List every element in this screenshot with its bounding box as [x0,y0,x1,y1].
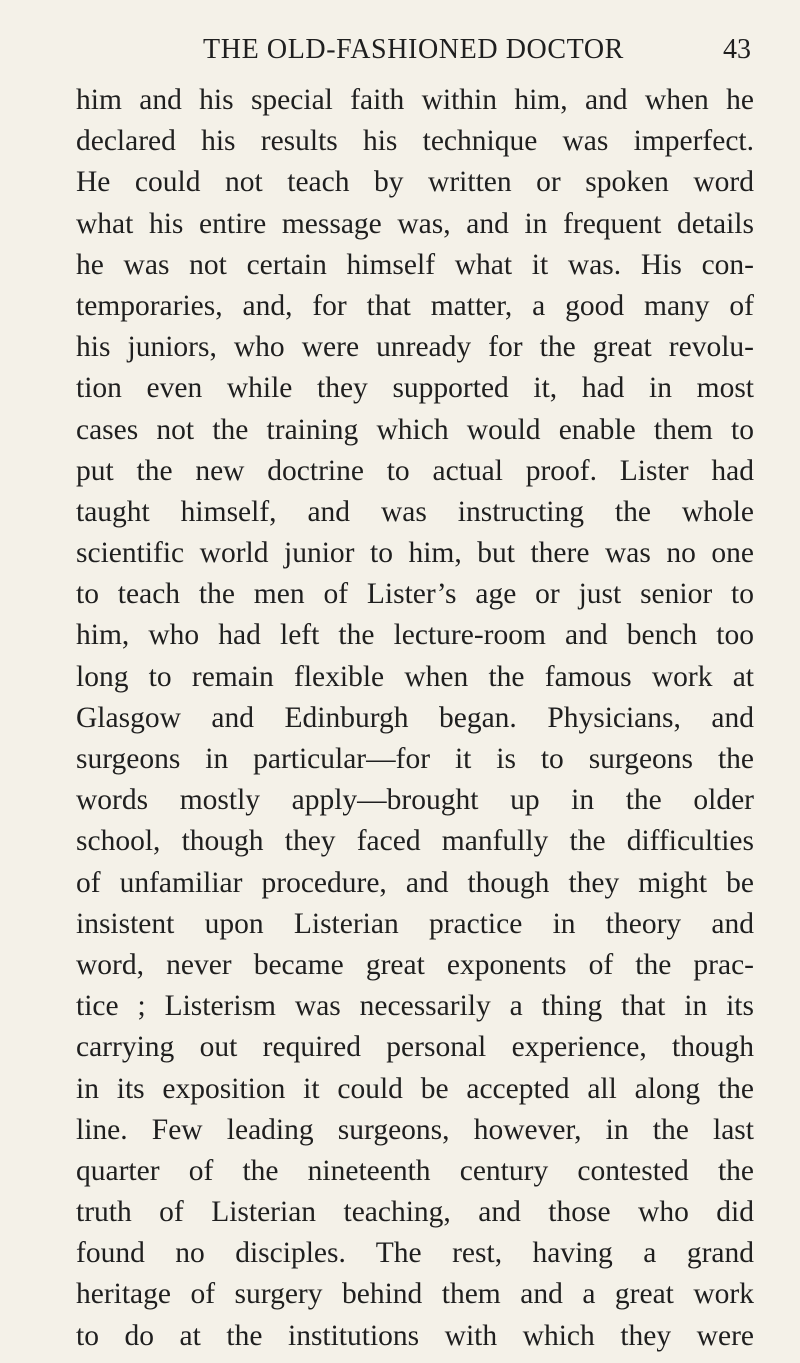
text-line: carrying out required personal experience, though [76,1031,754,1064]
text-line: quarter of the nineteenth century contested the [76,1154,754,1187]
running-title: THE OLD-FASHIONED DOCTOR [203,34,624,65]
page-number: 43 [723,34,751,65]
running-header [76,30,751,70]
text-line: truth of Listerian teaching, and those who did [76,1196,754,1229]
text-line: he was not certain himself what it was. His con- [76,248,754,281]
text-line: Glasgow and Edinburgh began. Physicians, and [76,701,754,734]
text-line: surgeons in particular—for it is to surgeons the [76,743,754,775]
text-line: line. Few leading surgeons, however, in the last [76,1113,754,1146]
text-line: temporaries, and, for that matter, a good many of [76,289,754,322]
text-line: taught himself, and was instructing the whole [76,495,754,528]
text-line: school, though they faced manfully the difficulties [76,825,754,858]
text-line: to do at the institutions with which they were [76,1319,754,1352]
text-line: He could not teach by written or spoken word [76,166,754,199]
text-line: heritage of surgery behind them and a great work [76,1278,754,1311]
text-line: his juniors, who were unready for the great revolu- [76,331,754,364]
text-line: found no disciples. The rest, having a grand [76,1237,754,1270]
text-line: put the new doctrine to actual proof. Lister had [76,454,754,487]
text-line: cases not the training which would enable them to [76,413,754,446]
text-line: scientific world junior to him, but there was no one [76,537,754,570]
text-line: word, never became great exponents of the prac- [76,948,754,981]
text-line: him, who had left the lecture-room and bench too [76,619,754,652]
body-text [76,80,754,1357]
text-line: insistent upon Listerian practice in theory and [76,907,754,940]
text-line: to teach the men of Lister’s age or just senior to [76,578,754,611]
text-line: what his entire message was, and in frequent details [76,207,754,240]
text-line: tion even while they supported it, had in most [76,372,754,405]
text-line: declared his results his technique was imperfect. [76,125,754,158]
text-line: long to remain flexible when the famous work at [76,660,754,693]
text-line: in its exposition it could be accepted all along the [76,1072,754,1105]
text-line: of unfamiliar procedure, and though they might be [76,866,754,899]
text-line: him and his special faith within him, and when he [76,84,754,116]
text-line: words mostly apply—brought up in the older [76,784,754,817]
text-line: tice ; Listerism was necessarily a thing that in its [76,990,754,1023]
